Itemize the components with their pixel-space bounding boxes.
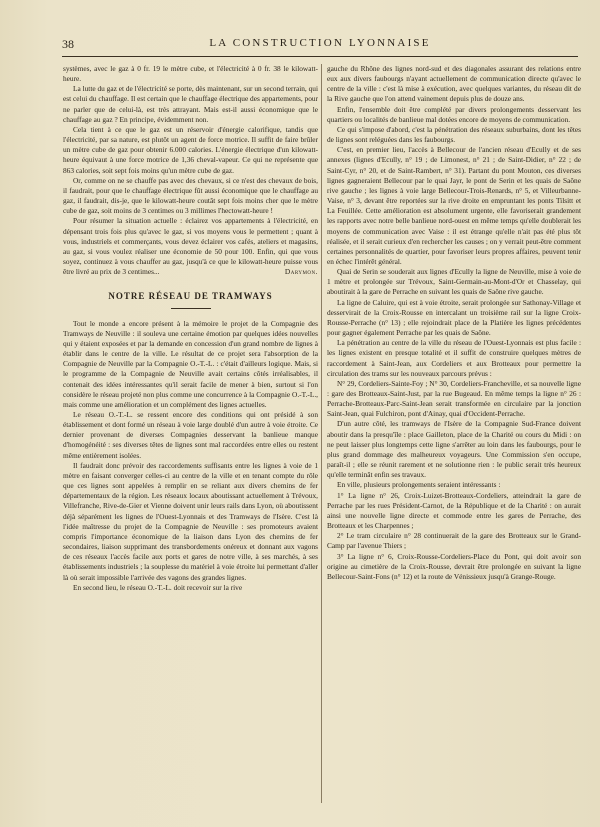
paragraph: 1° La ligne n° 26, Croix-Luizet-Brotteaux-Cordeliers, atteindrait la gare de Perrache par les rues Président-Carnot, de la République et de la Charité : on aurait ainsi une nouvelle ligne directe et commode entre les gares de Perrache, des Brotteaux et les Charpennes ; [327, 490, 581, 531]
page-number: 38 [62, 37, 74, 51]
section-rule [171, 308, 211, 309]
paragraph: systèmes, avec le gaz à 0 fr. 19 le mètre cube, et l'électricité à 0 fr. 38 le kilowatt-heure. [63, 64, 318, 84]
running-header [62, 37, 578, 53]
journal-title: LA CONSTRUCTION LYONNAISE [209, 37, 431, 49]
column-divider [321, 64, 322, 803]
paragraph: Pour résumer la situation actuelle : éclairez vos appartements à l'électricité, en dépensant trois fois plus qu'avec le gaz, si vos moyens vous le permettent ; quant à vous, industriels et commerçants, vous devez éclairer vos cafés, ateliers et magasins, au gaz, si vous voulez réaliser une économie de 50 pour 100. Enfin, qui que vous soyez, continuez à vous chauffer au gaz, jusqu'à ce que le kilowatt-heure puisse vous être livré au prix de 3 centimes... [63, 216, 318, 277]
paragraph: La ligne de Caluire, qui est à voie étroite, serait prolongée sur Sathonay-Village et desservirait de la Croix-Rousse en intercalant un troisième rail sur la ligne Croix-Rousse-Perrache (n° 13) ; elle rejoindrait place de la Platière les lignes précédentes pour gagner également Perrache par les quais de Saône. [327, 297, 581, 338]
paragraph: Enfin, l'ensemble doit être complété par divers prolongements desservant les quartiers ou localités de banlieue mal dotées encore de moyens de communication. [327, 104, 581, 124]
paragraph: En ville, plusieurs prolongements seraient intéressants : [337, 480, 501, 490]
paragraph: Quai de Serin se souderait aux lignes d'Ecully la ligne de Neuville, mise à voie de 1 mètre et prolongée sur Trévoux, Saint-Germain-au-Mont-d'Or et Chasselay, qui aboutirait à la gare de Perrache en suivant les quais de Saône rive gauche. [327, 267, 581, 297]
header-rule [62, 56, 578, 57]
paragraph: Ce qui s'impose d'abord, c'est la pénétration des réseaux suburbains, dont les têtes de lignes sont reléguées dans les faubourgs. [327, 124, 581, 145]
paragraph: Tout le monde a encore présent à la mémoire le projet de la Compagnie des Tramways de Neuville : il souleva une certaine émotion par quelques idées nouvelles qui y étaient exposées et par la demande en concession d'un grand nombre de lignes à établir dans le centre de la ville. Le résultat de ce projet sera l'absorption de la Compagnie de Neuville par la Compagnie O.-T.-L. : c'était d'ailleurs logique. Mais, si le programme de la Compagnie de Neuville avait certains côtés irréalisables, il contenait des idées intéressantes qu'il serait facile de mener à bien, surtout si l'on considère le réseau projeté non plus comme une concurrence à la Compagnie O.-T.-L., mais comme une amélioration et un complément des lignes actuelles. [63, 318, 318, 409]
paragraph: C'est, en premier lieu, l'accès à Bellecour de l'ancien réseau d'Ecully et de ses annexes (lignes d'Ecully, n° 19 ; de Limonest, n° 21 ; de Saint-Didier, n° 22 ; de Saint-Cyr, n° 20, et de Saint-Rambert, n° 31). Partant du pont Mouton, ces diverses lignes gagneraient Bellecour par le quai Jayr, le pont de Serin et les quais de Saône rive gauche ; les lignes à voie large Bellecour-Trois-Renards, n° 5, et Villeurbanne-Vaise, n° 3, devant être reportées sur la rive droite en empruntant les ponts Tilsitt et La Feuillée. Cette amélioration est absolument urgente, elle favoriserait grandement les rapports avec notre belle banlieue nord-ouest en même temps qu'elle doublerait les moyens de communication avec Vaise : il est étrange qu'elle n'ait pas été plus tôt réalisée, et il serait curieux d'en rechercher les causes ; on y verrait peut-être comment certaines personnalités de quartier, pour favoriser leurs propres affaires, peuvent tenir en échec l'intérêt général. [327, 145, 581, 266]
paragraph: La lutte du gaz et de l'électricité se porte, dès maintenant, sur un second terrain, qui est celui du chauffage. Il est certain que le chauffage électrique des appartements, pour ne parler que de celui-là, est très attrayant. Mais est-il aussi économique que le chauffage au gaz ? En principe, évidemment non. [63, 84, 318, 124]
paragraph: Cela tient à ce que le gaz est un réservoir d'énergie calorifique, tandis que l'électricité, par sa nature, est plutôt un agent de force motrice. Il suffit de faire brûler un mètre cube de gaz pour obtenir 6.000 calories. L'énergie électrique d'un kilowatt-heure équivaut à une force motrice de 1,36 cheval-vapeur. Ce qui ne représente que 863 calories, soit sept fois moins qu'un mètre cube de gaz. [63, 124, 318, 175]
section-title: NOTRE RÉSEAU DE TRAMWAYS [108, 291, 273, 302]
paragraph: D'un autre côté, les tramways de l'Isère de la Compagnie Sud-France doivent aboutir dans la presqu'île : place Gailleton, place de la Charité ou cours du Midi : on ne peut laisser plus longtemps cette ligne s'arrêter au loin dans les faubourgs, pour le plus grand dommage des malheureux voyageurs. Une Commission s'en occupe, paraît-il ; elle se réunit rarement et ne solutionne rien : le public serait très heureux qu'elle terminât enfin ses travaux. [327, 419, 581, 480]
left-column [63, 64, 318, 809]
paragraph: N° 29, Cordeliers-Sainte-Foy ; N° 30, Cordeliers-Francheville, et sa nouvelle ligne : gare des Brotteaux-Saint-Just, par la rue Bugeaud. En même temps la ligne n° 26 : Perrache-Brotteaux-Parc-Saint-Jean serait transformée en circulaire par la jonction Saint-Jean, quai Fulchiron, pont d'Ainay, quai d'Occident-Perrache. [327, 378, 581, 419]
paragraph: 3° La ligne n° 6, Croix-Rousse-Cordeliers-Place du Pont, qui doit avoir son origine au cimetière de la Croix-Rousse, devrait être prolongée en suivant la ligne Bellecour-Saint-Fons (n° 12) et la route de Vénissieux jusqu'à Grange-Rouge. [327, 551, 581, 581]
paragraph: Il faudrait donc prévoir des raccordements suffisants entre les lignes à voie de 1 mètre en faisant converger celles-ci au centre de la ville et en tenant compte du rôle que ces lignes sont appelées à remplir en se reliant aux divers chemins de fer départementaux de la région. Les réseaux locaux aboutissant actuellement à Trévoux, Villefranche, Rive-de-Gier et Vienne doivent unir leurs rails dans Lyon, où aboutissent déjà séparément les lignes de l'Ouest-Lyonnais et des Tramways de l'Isère. C'est là l'idée maîtresse du projet de la Compagnie de Neuville : ses promoteurs avaient compris l'importance économique de la liaison dans Lyon des chemins de fer secondaires, liaison supprimant des transbordements onéreux et donnant aux vagons de ces réseaux l'accès facile aux ports et gares de notre ville, à ses marchés, à ses établissements industriels ; la souplesse du matériel à voie étroite lui permettant d'aller là où serait impossible l'arrivée des vagons des grandes lignes. [63, 460, 318, 582]
paragraph: 2° Le tram circulaire n° 28 continuerait de la gare des Brotteaux sur le Grand-Camp par l'avenue Thiers ; [327, 531, 581, 551]
paragraph: Or, comme on ne se chauffe pas avec des chevaux, si ce n'est des chevaux de bois, il faudrait, pour que le chauffage électrique fût aussi économique que le chauffage au gaz, il faudrait, dis-je, que le kilowatt-heure coutât sept fois moins cher que le mètre cube de gaz, soit moins de 3 centimes ou 3 millimes l'hectowatt-heure ! [63, 175, 318, 216]
paragraph: La pénétration au centre de la ville du réseau de l'Ouest-Lyonnais est plus facile : les lignes existent en presque totalité et il suffit de construire quelques mètres de raccordement à Saint-Jean, aux Cordeliers et aux Brotteaux pour permettre la circulation des trams sur les nouveaux parcours prévus : [327, 338, 581, 378]
author-signature: Darymon. [284, 267, 318, 277]
right-column [327, 64, 581, 809]
paragraph: Le réseau O.-T.-L. se ressent encore des conditions qui ont présidé à son établissement et dont formé un réseau à voie large doublé d'un autre à voie étroite. Ce dernier provenant de diverses Compagnies desservant la banlieue manque d'homogénéité : ses diverses têtes de lignes sont mal raccordées entre elles ou restent même entièrement isolées. [63, 410, 318, 460]
paragraph: gauche du Rhône des lignes nord-sud et des diagonales assurant des relations entre eux aux divers faubourgs n'ayant actuellement de communication directe qu'avec le centre de la ville : c'est là mise à exécution, avec quelques variantes, du réseau dit de la Rive gauche que l'on attend vainement depuis plus de douze ans. [327, 64, 581, 104]
paragraph: En second lieu, le réseau O.-T.-L. doit recevoir sur la rive [73, 582, 243, 592]
